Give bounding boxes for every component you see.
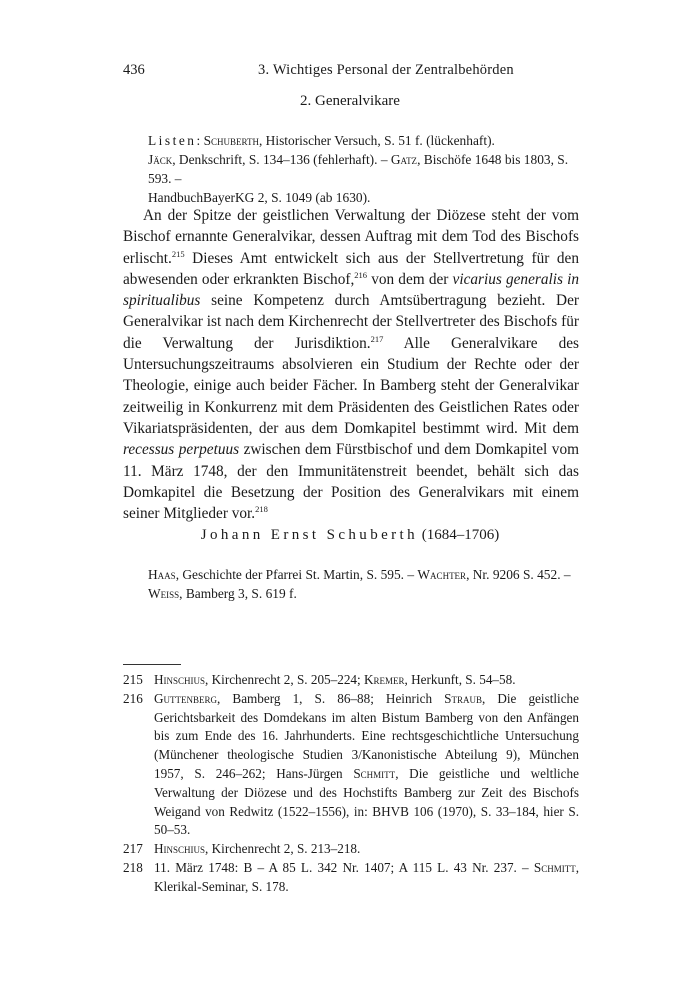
author-name: Guttenberg	[154, 690, 218, 706]
footnote-number: 217	[123, 841, 143, 857]
biography-literature: Haas, Geschichte der Pfarrei St. Martin, S. 595. – Wachter, Nr. 9206 S. 452. – Weiss, Bamberg 3, S. 619 f.	[148, 567, 571, 601]
lists-label: Listen	[148, 133, 197, 148]
footnote-divider	[123, 664, 181, 665]
footnote-ref: 218	[255, 504, 268, 515]
author-name: Hinschius	[154, 672, 206, 687]
author-name: Schuberth	[203, 133, 259, 148]
footnote-number: 215	[123, 672, 143, 687]
author-name: Schmitt	[533, 859, 576, 875]
author-name: Weiss	[148, 586, 180, 601]
author-name: Kremer	[363, 672, 405, 687]
footnote-ref: 216	[354, 269, 368, 280]
footnotes	[123, 671, 579, 897]
author-name: Wachter	[417, 567, 467, 582]
footnote-number: 218	[123, 859, 143, 875]
footnote: 216 Guttenberg, Bamberg 1, S. 86–88; Heinrich Straub, Die geistliche Gerichtsbarkeit des Domdekans im alten Bistum Bamberg von den Anfängen bis zum Ende des 16. Jahrhunderts. Eine rechtsgeschichtliche Untersuchung (Münchener theologische Studien 3/Kanonistische Abteilung 9), München 1957, S. 246–262; Hans-Jürgen Schmitt, Die geistliche und weltliche Verwaltung der Diözese und des Hochstifts Bamberg zur Zeit des Bischofs Weigand von Redwitz (1522–1556), in: BHVB 106 (1970), S. 33–184, hier S. 50–53.	[123, 690, 579, 838]
footnote-ref: 217	[370, 333, 384, 344]
person-name: Johann Ernst Schuberth	[200, 527, 419, 543]
section-title: 2. Generalvikare	[300, 93, 400, 109]
footnote: 215 Hinschius, Kirchenrecht 2, S. 205–224; Kremer, Herkunft, S. 54–58.	[123, 671, 579, 690]
literature-lists: Listen: Schuberth, Historischer Versuch, S. 51 f. (lückenhaft). Jäck, Denkschrift, S. 134–136 (fehlerhaft). – Gatz, Bischöfe 1648 bis 1803, S. 593. – HandbuchBayerKG 2, S. 1049 (ab 1630).	[148, 133, 569, 205]
footnote-ref: 215	[171, 248, 185, 259]
page-number: 436	[123, 62, 145, 78]
author-name: Jäck	[148, 152, 173, 167]
author-name: Schmitt	[353, 765, 396, 781]
paragraph: An der Spitze der geistlichen Verwaltung der Diözese steht der vom Bischof ernannte Generalvikar, dessen Auftrag mit dem Tod des Bischofs erlischt.$^{215}$ Dieses Amt entwickelt sich aus der Stellvertretung für den abwesenden oder erkrankten Bischof,$^{216}$ von dem der vicarius generalis in spiritualibus seine Kompetenz durch Amtsübertragung bezieht. Der Generalvikar ist nach dem Kirchenrecht der Stellvertreter des Bischofs für die Verwaltung der Jurisdiktion.$^{217}$ Alle Generalvikare des Untersuchungszeitraums absolvieren ein Studium der Rechte oder der Theologie, einige auch beider Fächer. In Bamberg steht der Generalvikar zeitweilig in Konkurrenz mit dem Präsidenten des Geistlichen Rates oder Vikariatspräsidenten, der aus dem Domkapitel bestimmt wird. Mit dem recessus perpetuus zwischen dem Fürstbischof und dem Domkapitel vom 11. März 1748, der den Immunitätenstreit beendet, behält sich das Domkapitel die Besetzung der Position des Generalvikars mit einem seiner Mitglieder vor.$^{218}$	[123, 207, 580, 523]
latin-term: recessus perpetuus	[123, 441, 240, 459]
footnote-number: 216	[123, 690, 143, 706]
biography-heading	[0, 527, 700, 544]
person-dates: (1684–1706)	[421, 527, 500, 543]
author-name: Haas	[148, 567, 176, 582]
author-name: Gatz	[390, 152, 418, 167]
body-text	[123, 205, 579, 524]
footnote: 217 Hinschius, Kirchenrecht 2, S. 213–218.	[123, 840, 579, 859]
latin-term: vicarius generalis in spiritualibus	[123, 270, 579, 310]
running-title: 3. Wichtiges Personal der Zentralbehörden	[258, 62, 514, 78]
footnote: 218 11. März 1748: B – A 85 L. 342 Nr. 1407; A 115 L. 43 Nr. 237. – Schmitt, Klerikal-Seminar, S. 178.	[123, 859, 579, 894]
author-name: Straub	[444, 690, 482, 706]
author-name: Hinschius	[154, 841, 206, 857]
